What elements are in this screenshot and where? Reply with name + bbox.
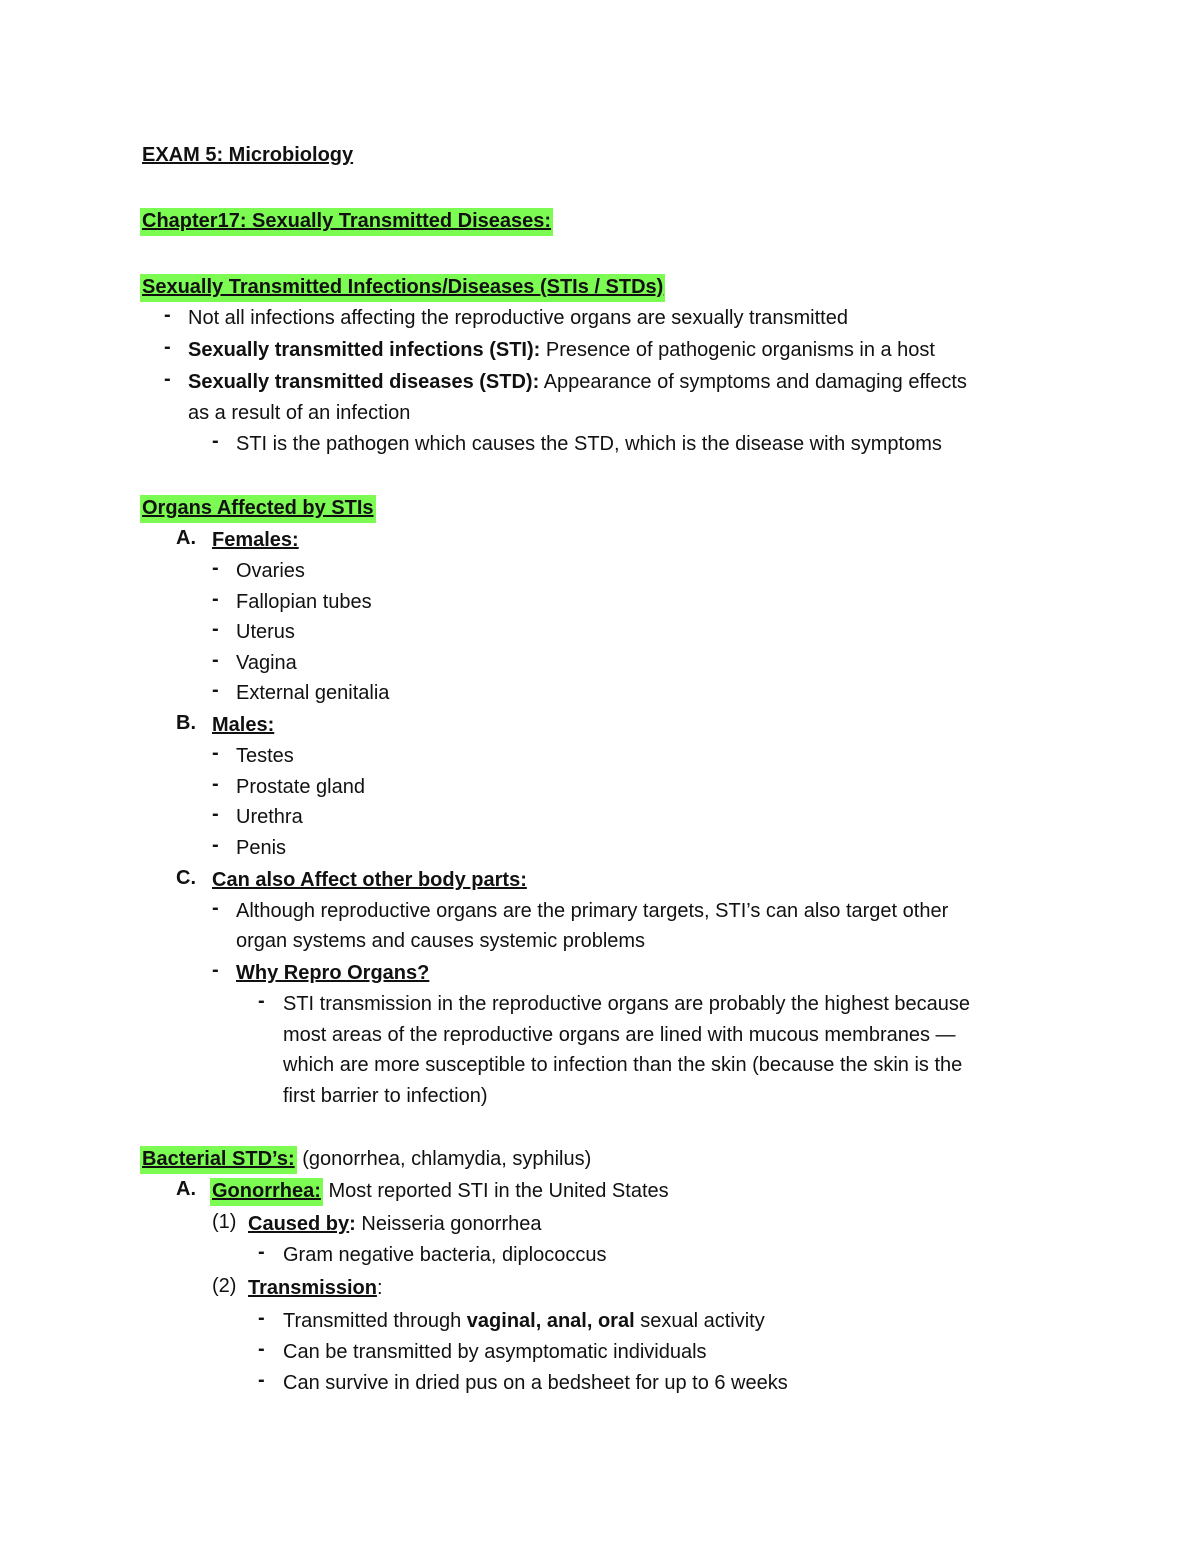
sub-bullet-dash: -: [258, 1241, 265, 1263]
list-marker: B.: [176, 712, 196, 734]
other-parts-item-line-2: organ systems and causes systemic problems: [236, 930, 646, 952]
bullet-dash: -: [164, 368, 171, 390]
chapter-heading: [142, 208, 553, 234]
document-title: EXAM 5: Microbiology: [142, 144, 354, 166]
sub-bullet-dash: -: [258, 1369, 265, 1391]
caused-by-value: Neisseria gonorrhea: [355, 1213, 542, 1235]
sti-sub-bullet: STI is the pathogen which causes the STD, which is the disease with symptoms: [236, 433, 942, 455]
bacterial-section-examples: (gonorrhea, chlamydia, syphilus): [296, 1148, 592, 1170]
male-organ-item: Testes: [236, 745, 294, 767]
female-organ-item: Uterus: [236, 621, 295, 643]
sti-bullet-2: [188, 337, 935, 363]
bullet-dash: -: [212, 648, 219, 671]
caused-by-label: Caused by: [248, 1213, 350, 1235]
bullet-dash: -: [212, 959, 219, 981]
chapter-heading-text: Chapter17: Sexually Transmitted Diseases:: [140, 208, 553, 236]
bullet-dash: -: [164, 336, 171, 358]
bullet-dash: -: [212, 557, 219, 579]
numbered-marker: (1): [212, 1211, 237, 1233]
sti-section-heading-text: Sexually Transmitted Infections/Diseases (STIs / STDs): [140, 274, 665, 302]
bullet-dash: -: [212, 772, 219, 795]
std-term: Sexually transmitted diseases (STD):: [188, 371, 540, 393]
sti-term: Sexually transmitted infections (STI):: [188, 339, 541, 361]
sub-bullet-dash: -: [258, 1338, 265, 1360]
sti-section-heading: [142, 274, 665, 300]
caused-by-colon: :: [349, 1213, 356, 1235]
gonorrhea-label: Gonorrhea:: [210, 1178, 323, 1206]
bullet-dash: -: [212, 803, 219, 825]
transmission-item-1: [283, 1308, 765, 1334]
organs-section-heading: [142, 495, 376, 521]
caused-by-detail: Gram negative bacteria, diplococcus: [283, 1244, 607, 1266]
why-repro-line-1: STI transmission in the reproductive organs are probably the highest because: [283, 993, 971, 1015]
bullet-dash: -: [212, 587, 219, 610]
female-organ-item: Fallopian tubes: [236, 590, 372, 613]
std-definition-continued: as a result of an infection: [188, 402, 411, 424]
caused-by-line: [248, 1211, 541, 1237]
sub-bullet-dash: -: [258, 1307, 265, 1329]
transmission-item-1-post: sexual activity: [634, 1310, 765, 1332]
bullet-dash: -: [212, 618, 219, 640]
males-label: Males:: [212, 714, 275, 736]
list-marker: A.: [176, 1178, 196, 1200]
transmission-colon: :: [376, 1277, 383, 1299]
sub-bullet-dash: -: [258, 990, 265, 1012]
transmission-item-3: Can survive in dried pus on a bedsheet for up to 6 weeks: [283, 1372, 788, 1394]
male-organ-item: Prostate gland: [236, 775, 365, 798]
bacterial-section-heading: [142, 1146, 591, 1172]
females-label: Females:: [212, 529, 299, 551]
transmission-item-1-bold: vaginal, anal, oral: [466, 1310, 635, 1332]
why-repro-label: Why Repro Organs?: [236, 962, 430, 984]
female-organ-item: External genitalia: [236, 682, 390, 704]
sti-definition: Presence of pathogenic organisms in a host: [540, 339, 935, 361]
transmission-item-1-pre: Transmitted through: [283, 1310, 467, 1332]
why-repro-line-4: first barrier to infection): [283, 1085, 488, 1107]
female-organ-item: Vagina: [236, 651, 297, 674]
transmission-label: Transmission: [248, 1277, 377, 1299]
organs-section-heading-text: Organs Affected by STIs: [140, 495, 376, 523]
bullet-dash: -: [212, 679, 219, 701]
transmission-item-2: Can be transmitted by asymptomatic individuals: [283, 1341, 707, 1363]
other-parts-label: Can also Affect other body parts:: [212, 869, 527, 891]
list-marker: C.: [176, 867, 196, 889]
sti-bullet-3: [188, 369, 967, 395]
bullet-dash: -: [212, 897, 219, 919]
list-marker: A.: [176, 527, 196, 549]
bacterial-section-heading-text: Bacterial STD’s:: [140, 1146, 297, 1174]
gonorrhea-description: Most reported STI in the United States: [322, 1180, 669, 1202]
transmission-line: [248, 1275, 383, 1301]
female-organ-item: Ovaries: [236, 560, 305, 582]
sub-bullet-dash: -: [212, 430, 219, 452]
why-repro-line-2: most areas of the reproductive organs are lined with mucous membranes —: [283, 1024, 956, 1046]
bullet-dash: -: [212, 833, 219, 856]
bullet-dash: -: [212, 742, 219, 764]
male-organ-item: Urethra: [236, 806, 303, 828]
other-parts-item-line-1: Although reproductive organs are the primary targets, STI’s can also target other: [236, 900, 949, 922]
gonorrhea-heading: [212, 1178, 669, 1204]
male-organ-item: Penis: [236, 836, 287, 859]
sti-bullet-1: Not all infections affecting the reproductive organs are sexually transmitted: [188, 307, 848, 329]
why-repro-line-3: which are more susceptible to infection than the skin (because the skin is the: [283, 1054, 963, 1076]
bullet-dash: -: [164, 304, 171, 326]
std-definition: Appearance of symptoms and damaging effects: [539, 371, 967, 393]
numbered-marker: (2): [212, 1275, 237, 1297]
